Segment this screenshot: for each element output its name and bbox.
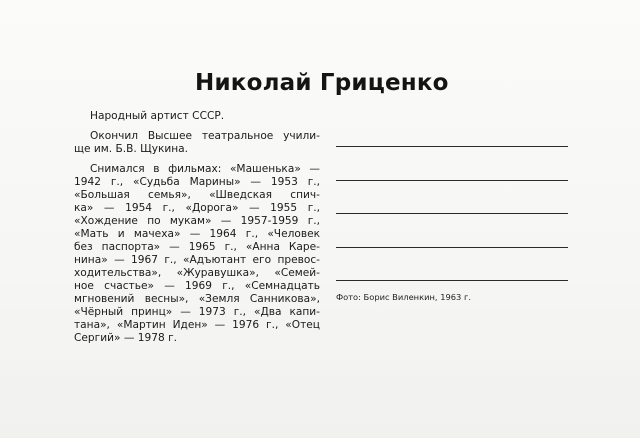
address-line <box>336 247 568 248</box>
bio-line: ка» — 1954 г., «Дорога» — 1955 г., <box>74 202 320 214</box>
bio-line: 1942 г., «Судьба Марины» — 1953 г., <box>74 176 320 188</box>
bio-line: мгновений весны», «Земля Санникова», <box>74 293 320 305</box>
bio-line: Народный артист СССР. <box>90 110 225 122</box>
bio-line: Окончил Высшее театральное учили- <box>90 130 320 142</box>
address-line <box>336 280 568 281</box>
bio-line: Сергий» — 1978 г. <box>74 332 178 344</box>
bio-paragraph-title <box>74 110 320 123</box>
bio-line: тана», «Мартин Иден» — 1976 г., «Отец <box>74 319 320 331</box>
bio-line: «Мать и мачеха» — 1964 г., «Человек <box>74 228 320 240</box>
bio-line: ное счастье» — 1969 г., «Семнадцать <box>74 280 320 292</box>
bio-line: Снимался в фильмах: «Машенька» — <box>90 163 320 175</box>
biography-text <box>74 110 320 352</box>
address-line <box>336 146 568 147</box>
address-line <box>336 180 568 181</box>
bio-line: «Чёрный принц» — 1973 г., «Два капи- <box>74 306 320 318</box>
bio-line: ходительства», «Журавушка», «Семей- <box>74 267 320 279</box>
bio-paragraph-filmography <box>74 163 320 345</box>
bio-line: ще им. Б.В. Щукина. <box>74 143 189 155</box>
bio-paragraph-education <box>74 130 320 156</box>
address-lines <box>336 146 568 314</box>
bio-line: «Хождение по мукам» — 1957-1959 г., <box>74 215 320 227</box>
address-line <box>336 213 568 214</box>
bio-line: «Большая семья», «Шведская спич- <box>74 189 320 201</box>
actor-name-title: Николай Гриценко <box>195 70 449 96</box>
bio-line: без паспорта» — 1965 г., «Анна Каре- <box>74 241 320 253</box>
bio-line: нина» — 1967 г., «Адъютант его превос- <box>74 254 320 266</box>
photo-credit: Фото: Борис Виленкин, 1963 г. <box>336 292 471 302</box>
